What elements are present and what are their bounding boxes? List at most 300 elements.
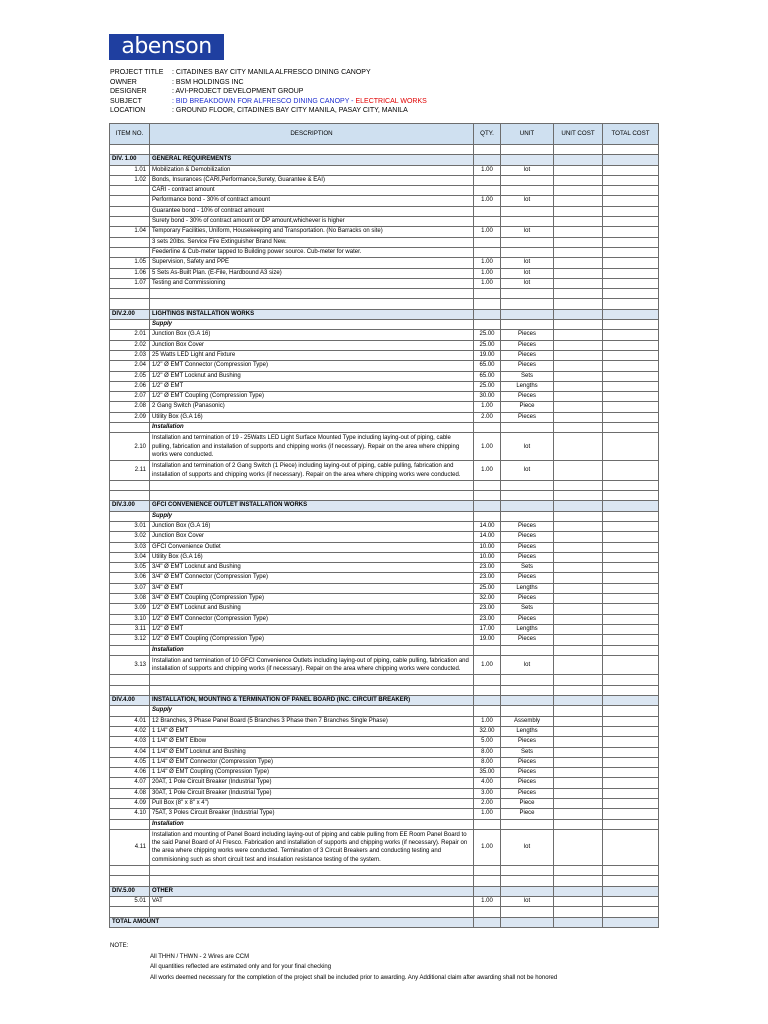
empty-cell: [554, 696, 603, 706]
empty-cell: [110, 866, 150, 876]
item-number: 4.03: [110, 737, 150, 747]
info-value: : CITADINES BAY CITY MANILA ALFRESCO DINING CANOPY: [172, 69, 371, 76]
item-number: [110, 196, 150, 206]
item-number: 1.04: [110, 227, 150, 237]
item-unit-cost: [554, 583, 603, 593]
empty-cell: [474, 917, 501, 927]
empty-cell: [474, 907, 501, 917]
empty-cell: [474, 309, 501, 319]
empty-cell: [501, 145, 554, 155]
item-number: 3.11: [110, 624, 150, 634]
item-unit-cost: [554, 217, 603, 227]
empty-cell: [501, 309, 554, 319]
item-qty: 32.00: [474, 594, 501, 604]
item-unit-cost: [554, 237, 603, 247]
empty-cell: [501, 491, 554, 501]
subsection-label: [110, 645, 659, 655]
item-number: 2.03: [110, 350, 150, 360]
note-line: All THHN / THWN - 2 Wires are CCM: [150, 953, 250, 960]
empty-cell: [554, 706, 603, 716]
item-unit-cost: [554, 258, 603, 268]
empty-cell: [110, 480, 150, 490]
item-total-cost: [603, 604, 659, 614]
empty-cell: [501, 917, 554, 927]
table-row: [110, 186, 659, 196]
item-qty: 14.00: [474, 532, 501, 542]
empty-cell: [603, 155, 659, 165]
subsection-label: [110, 706, 659, 716]
item-number: 2.01: [110, 330, 150, 340]
item-number: 3.07: [110, 583, 150, 593]
item-unit-cost: [554, 737, 603, 747]
item-total-cost: [603, 896, 659, 906]
item-total-cost: [603, 788, 659, 798]
info-value-highlight: ELECTRICAL WORKS: [355, 97, 427, 105]
empty-cell: [474, 480, 501, 490]
item-description: Feederline & Cub-meter tapped to Building power source. Cub-meter for water.: [150, 247, 474, 257]
item-description: Pull Box (8" x 8" x 4"): [150, 799, 474, 809]
item-total-cost: [603, 402, 659, 412]
item-unit-cost: [554, 563, 603, 573]
item-unit: [501, 206, 554, 216]
subsection-label: [110, 819, 659, 829]
item-qty: [474, 247, 501, 257]
item-unit-cost: [554, 227, 603, 237]
item-qty: 1.00: [474, 896, 501, 906]
item-qty: 17.00: [474, 624, 501, 634]
item-qty: 23.00: [474, 614, 501, 624]
division-header: [110, 501, 659, 511]
item-unit-cost: [554, 196, 603, 206]
item-unit: Sets: [501, 371, 554, 381]
item-qty: 1.00: [474, 196, 501, 206]
empty-cell: [150, 289, 474, 299]
item-description: 20AT, 1 Pole Circuit Breaker (Industrial Type): [150, 778, 474, 788]
item-unit-cost: [554, 614, 603, 624]
item-total-cost: [603, 521, 659, 531]
header-unit-cost: UNIT COST: [554, 124, 603, 145]
item-number: 2.07: [110, 392, 150, 402]
empty-cell: [603, 866, 659, 876]
table-row: [110, 542, 659, 552]
header-qty: QTY.: [474, 124, 501, 145]
item-unit: lot: [501, 433, 554, 461]
item-unit: lot: [501, 829, 554, 865]
empty-cell: [603, 480, 659, 490]
item-description: Guarantee bond - 10% of contract amount: [150, 206, 474, 216]
item-description: 25 Watts LED Light and Fixture: [150, 350, 474, 360]
empty-cell: [110, 491, 150, 501]
empty-cell: [603, 309, 659, 319]
item-description: 1 1/4" Ø EMT Locknut and Bushing: [150, 747, 474, 757]
empty-cell: [110, 299, 150, 309]
empty-cell: [474, 876, 501, 886]
info-label: DESIGNER: [110, 88, 147, 96]
empty-cell: [110, 706, 150, 716]
empty-cell: [501, 876, 554, 886]
item-number: 3.03: [110, 542, 150, 552]
info-value: : BSM HOLDINGS INC: [172, 78, 244, 86]
table-row: [110, 747, 659, 757]
empty-cell: [110, 645, 150, 655]
item-number: [110, 217, 150, 227]
item-unit: Pieces: [501, 350, 554, 360]
item-unit: Piece: [501, 799, 554, 809]
empty-cell: [603, 511, 659, 521]
item-number: 4.04: [110, 747, 150, 757]
item-total-cost: [603, 624, 659, 634]
item-unit-cost: [554, 350, 603, 360]
item-unit-cost: [554, 340, 603, 350]
item-unit: [501, 237, 554, 247]
empty-cell: [150, 299, 474, 309]
table-row: [110, 175, 659, 185]
info-label: LOCATION: [110, 107, 146, 115]
item-unit: Pieces: [501, 532, 554, 542]
item-total-cost: [603, 392, 659, 402]
item-number: 3.12: [110, 635, 150, 645]
item-description: Junction Box Cover: [150, 340, 474, 350]
empty-cell: [110, 876, 150, 886]
table-row: [110, 521, 659, 531]
item-unit: Assembly: [501, 716, 554, 726]
item-unit-cost: [554, 604, 603, 614]
item-unit: [501, 175, 554, 185]
table-row: [110, 768, 659, 778]
subsection-title: Supply: [150, 320, 474, 330]
item-total-cost: [603, 726, 659, 736]
item-unit: [501, 186, 554, 196]
item-description: 75AT, 3 Poles Circuit Breaker (Industrial Type): [150, 809, 474, 819]
header-description: DESCRIPTION: [150, 124, 474, 145]
empty-cell: [603, 907, 659, 917]
item-number: 1.06: [110, 268, 150, 278]
table-row: [110, 340, 659, 350]
item-description: Mobilization & Demobilization: [150, 165, 474, 175]
item-description: 1/2" Ø EMT Locknut and Bushing: [150, 371, 474, 381]
empty-cell: [603, 491, 659, 501]
empty-cell: [554, 819, 603, 829]
total-label: TOTAL AMOUNT: [110, 917, 474, 927]
item-qty: 2.00: [474, 799, 501, 809]
empty-cell: [474, 511, 501, 521]
subsection-label: [110, 423, 659, 433]
project-title-row: [110, 68, 427, 78]
item-unit-cost: [554, 573, 603, 583]
item-qty: 30.00: [474, 392, 501, 402]
division-header: [110, 155, 659, 165]
item-total-cost: [603, 381, 659, 391]
table-row: [110, 726, 659, 736]
item-unit: Pieces: [501, 594, 554, 604]
item-number: 2.04: [110, 361, 150, 371]
item-description: Surety bond - 30% of contract amount or DP amount,whichever is higher: [150, 217, 474, 227]
item-description: 3/4" Ø EMT Connector (Compression Type): [150, 573, 474, 583]
empty-cell: [150, 491, 474, 501]
item-description: Junction Box (G.A 16): [150, 521, 474, 531]
item-unit: Pieces: [501, 788, 554, 798]
empty-cell: [110, 819, 150, 829]
empty-cell: [474, 706, 501, 716]
item-number: 2.05: [110, 371, 150, 381]
item-unit: Pieces: [501, 340, 554, 350]
empty-cell: [501, 696, 554, 706]
item-total-cost: [603, 757, 659, 767]
subsection-title: Supply: [150, 511, 474, 521]
item-unit-cost: [554, 521, 603, 531]
item-qty: 65.00: [474, 371, 501, 381]
item-qty: [474, 186, 501, 196]
item-unit: Pieces: [501, 757, 554, 767]
empty-cell: [603, 706, 659, 716]
item-unit: lot: [501, 165, 554, 175]
item-unit-cost: [554, 829, 603, 865]
blank-row: [110, 289, 659, 299]
item-qty: 23.00: [474, 573, 501, 583]
item-qty: 35.00: [474, 768, 501, 778]
empty-cell: [603, 917, 659, 927]
item-description: 3/4" Ø EMT Coupling (Compression Type): [150, 594, 474, 604]
empty-cell: [474, 886, 501, 896]
item-total-cost: [603, 186, 659, 196]
table-row: [110, 778, 659, 788]
item-unit: Sets: [501, 563, 554, 573]
empty-cell: [554, 145, 603, 155]
table-row: [110, 247, 659, 257]
item-unit: lot: [501, 227, 554, 237]
empty-cell: [501, 423, 554, 433]
empty-cell: [501, 706, 554, 716]
item-qty: 1.00: [474, 433, 501, 461]
info-label: OWNER: [110, 78, 137, 86]
empty-cell: [554, 511, 603, 521]
subsection-title: Installation: [150, 819, 474, 829]
item-total-cost: [603, 206, 659, 216]
item-qty: 1.00: [474, 829, 501, 865]
item-total-cost: [603, 227, 659, 237]
table-row: [110, 614, 659, 624]
item-total-cost: [603, 371, 659, 381]
empty-cell: [474, 299, 501, 309]
empty-cell: [474, 501, 501, 511]
item-unit-cost: [554, 402, 603, 412]
item-unit: lot: [501, 655, 554, 675]
table-row: [110, 217, 659, 227]
empty-cell: [474, 320, 501, 330]
empty-cell: [501, 289, 554, 299]
info-value: : AVI-PROJECT DEVELOPMENT GROUP: [172, 88, 304, 96]
item-total-cost: [603, 247, 659, 257]
item-unit-cost: [554, 532, 603, 542]
empty-cell: [474, 289, 501, 299]
item-qty: [474, 175, 501, 185]
item-unit: lot: [501, 461, 554, 481]
item-total-cost: [603, 361, 659, 371]
table-row: [110, 402, 659, 412]
item-qty: 1.00: [474, 655, 501, 675]
item-number: 2.11: [110, 461, 150, 481]
item-qty: 1.00: [474, 278, 501, 288]
item-description: 30AT, 1 Pole Circuit Breaker (Industrial Type): [150, 788, 474, 798]
item-total-cost: [603, 573, 659, 583]
item-total-cost: [603, 278, 659, 288]
item-number: 2.08: [110, 402, 150, 412]
item-number: [110, 186, 150, 196]
item-description: 1/2" Ø EMT Coupling (Compression Type): [150, 392, 474, 402]
item-total-cost: [603, 217, 659, 227]
note-line: All quantities reflected are estimated only and for your final checking: [150, 964, 332, 970]
empty-cell: [501, 819, 554, 829]
empty-cell: [554, 685, 603, 695]
item-unit: Pieces: [501, 521, 554, 531]
table-row: [110, 350, 659, 360]
item-description: 1/2" Ø EMT: [150, 624, 474, 634]
item-unit-cost: [554, 361, 603, 371]
empty-cell: [554, 645, 603, 655]
item-number: 4.10: [110, 809, 150, 819]
item-unit: Pieces: [501, 361, 554, 371]
project-info: [110, 68, 427, 116]
table-row: [110, 552, 659, 562]
item-total-cost: [603, 716, 659, 726]
item-number: 1.02: [110, 175, 150, 185]
item-total-cost: [603, 237, 659, 247]
item-qty: [474, 217, 501, 227]
item-total-cost: [603, 552, 659, 562]
division-title: LIGHTINGS INSTALLATION WORKS: [150, 309, 474, 319]
table-row: [110, 227, 659, 237]
bid-breakdown-table: [109, 123, 659, 928]
item-description: 5 Sets As-Built Plan. (E-File, Hardbound A3 size): [150, 268, 474, 278]
item-number: 3.04: [110, 552, 150, 562]
item-unit: Pieces: [501, 614, 554, 624]
empty-cell: [554, 155, 603, 165]
item-qty: 1.00: [474, 461, 501, 481]
item-total-cost: [603, 433, 659, 461]
blank-row: [110, 299, 659, 309]
item-unit: Piece: [501, 402, 554, 412]
notes: [110, 941, 557, 983]
item-qty: 19.00: [474, 350, 501, 360]
item-total-cost: [603, 340, 659, 350]
item-unit-cost: [554, 624, 603, 634]
item-total-cost: [603, 258, 659, 268]
item-unit: [501, 247, 554, 257]
table-row: [110, 788, 659, 798]
item-unit-cost: [554, 809, 603, 819]
header-item-no: ITEM NO.: [110, 124, 150, 145]
subsection-title: Installation: [150, 423, 474, 433]
table-row: [110, 278, 659, 288]
item-total-cost: [603, 532, 659, 542]
item-number: 4.05: [110, 757, 150, 767]
item-number: 3.13: [110, 655, 150, 675]
item-number: 4.02: [110, 726, 150, 736]
header-total-cost: TOTAL COST: [603, 124, 659, 145]
empty-cell: [554, 501, 603, 511]
empty-cell: [554, 907, 603, 917]
table-row: [110, 624, 659, 634]
item-unit-cost: [554, 716, 603, 726]
empty-cell: [501, 480, 554, 490]
note-line: All works deemed necessary for the completion of the project shall be included prior to awarding. Any Additional claim after awarding shall not be honored: [150, 974, 558, 981]
item-unit: lot: [501, 268, 554, 278]
item-unit-cost: [554, 768, 603, 778]
item-qty: 1.00: [474, 268, 501, 278]
empty-cell: [603, 876, 659, 886]
empty-cell: [501, 501, 554, 511]
table-row: [110, 258, 659, 268]
empty-cell: [474, 696, 501, 706]
item-qty: [474, 237, 501, 247]
table-row: [110, 165, 659, 175]
subsection-title: Supply: [150, 706, 474, 716]
empty-cell: [603, 645, 659, 655]
item-description: 1/2" Ø EMT Connector (Compression Type): [150, 614, 474, 624]
item-qty: 23.00: [474, 604, 501, 614]
total-row: [110, 917, 659, 927]
item-total-cost: [603, 829, 659, 865]
item-total-cost: [603, 768, 659, 778]
table-row: [110, 412, 659, 422]
item-unit: Lengths: [501, 381, 554, 391]
empty-cell: [150, 876, 474, 886]
empty-cell: [603, 423, 659, 433]
empty-cell: [474, 685, 501, 695]
empty-cell: [603, 696, 659, 706]
table-row: [110, 361, 659, 371]
empty-cell: [603, 501, 659, 511]
item-qty: 23.00: [474, 563, 501, 573]
table-row: [110, 799, 659, 809]
item-number: 3.02: [110, 532, 150, 542]
empty-cell: [150, 907, 474, 917]
item-qty: 25.00: [474, 340, 501, 350]
item-qty: 3.00: [474, 788, 501, 798]
empty-cell: [474, 819, 501, 829]
item-number: 2.02: [110, 340, 150, 350]
empty-cell: [501, 299, 554, 309]
item-total-cost: [603, 778, 659, 788]
item-total-cost: [603, 583, 659, 593]
item-total-cost: [603, 175, 659, 185]
division-title: OTHER: [150, 886, 474, 896]
division-header: [110, 886, 659, 896]
item-number: [110, 206, 150, 216]
item-total-cost: [603, 350, 659, 360]
subsection-title: Installation: [150, 645, 474, 655]
blank-row: [110, 866, 659, 876]
empty-cell: [554, 299, 603, 309]
item-description: 1/2" Ø EMT Connector (Compression Type): [150, 361, 474, 371]
item-qty: 65.00: [474, 361, 501, 371]
item-description: Testing and Commissioning: [150, 278, 474, 288]
item-unit-cost: [554, 788, 603, 798]
item-unit-cost: [554, 896, 603, 906]
item-unit-cost: [554, 175, 603, 185]
blank-row: [110, 491, 659, 501]
empty-cell: [501, 320, 554, 330]
empty-cell: [554, 320, 603, 330]
division-number: DIV.4.00: [110, 696, 150, 706]
header-unit: UNIT: [501, 124, 554, 145]
item-description: VAT: [150, 896, 474, 906]
item-unit-cost: [554, 799, 603, 809]
item-number: 5.01: [110, 896, 150, 906]
item-description: 1/2" Ø EMT Coupling (Compression Type): [150, 635, 474, 645]
item-unit-cost: [554, 268, 603, 278]
table-row: [110, 237, 659, 247]
